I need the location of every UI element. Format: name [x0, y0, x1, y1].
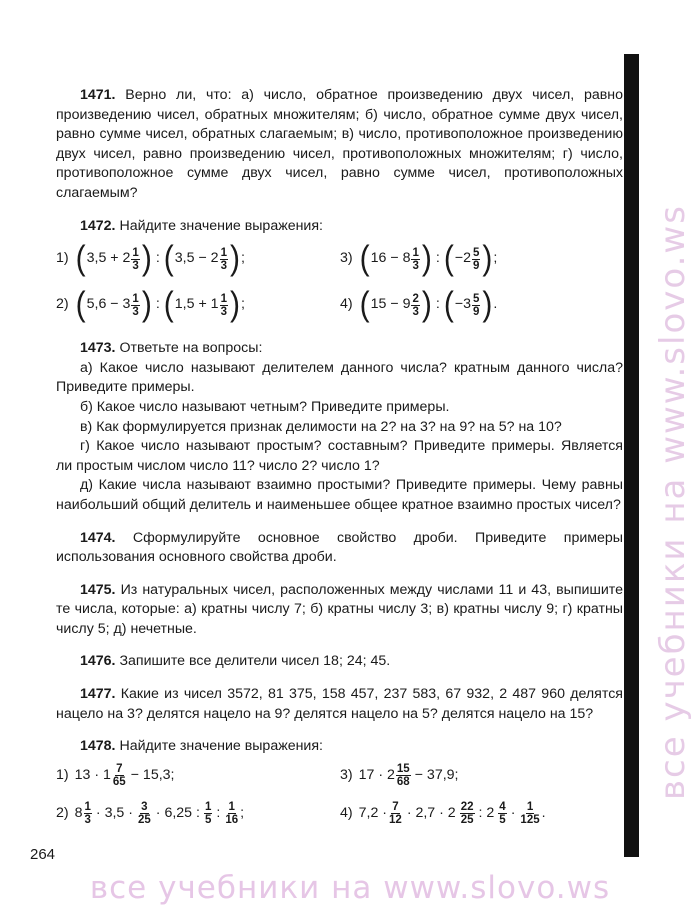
fraction: $\frac{5}{9}$ [473, 246, 480, 272]
task-number: 1475. [80, 581, 116, 598]
question-e: д) Какие числа называют взаимно простыми? Приведите примеры. Чему равны наибольший общий делитель и наименьшее общее кратное взаимно простых чисел? [56, 477, 623, 513]
task-1477 [56, 685, 623, 724]
expr-part: 16 − 8 [370, 250, 411, 267]
fraction: $\frac{4}{5}$ [499, 801, 506, 827]
task-number: 1478. [80, 738, 116, 755]
side-watermark [655, 120, 691, 800]
expr-part: 3,5 + 2 [86, 250, 131, 267]
task-text: Сформулируйте основное свойство дроби. Приведите примеры использования основного свойства дроби. [56, 529, 623, 566]
expression-1: 1) ( 3,5 + 2 $\frac{1}{3}$ ) : ( 3,5 − 2 $\frac{1}{3}$ ) ; [56, 239, 245, 278]
task-1475 [56, 581, 623, 640]
fraction: $\frac{22}{25}$ [460, 801, 474, 827]
fraction: $\frac{15}{68}$ [396, 763, 410, 789]
fraction: $\frac{1}{3}$ [132, 292, 139, 318]
fraction: $\frac{1}{3}$ [220, 246, 227, 272]
expr-label: 4) [340, 805, 353, 822]
operator: : [435, 250, 440, 267]
fraction: $\frac{1}{125}$ [520, 801, 540, 827]
expression-row [56, 238, 623, 280]
expression-2: 2) ( 5,6 − 3 $\frac{1}{3}$ ) : ( 1,5 + 1 $\frac{1}{3}$ ) ; [56, 285, 245, 324]
expression-1: 1) 13 · 1 $\frac{7}{65}$ − 15,3; [56, 763, 175, 789]
page-edge-bar [624, 54, 639, 857]
task-text: Из натуральных чисел, расположенных между числами 11 и 43, выпишите те числа, которые: а) кратны числу 7; б) кратны числу 3; в) кратны числу 9; г) кратны числу 5; д) нечетные. [56, 581, 623, 637]
expr-label: 1) [56, 767, 69, 784]
task-1472 [56, 217, 623, 327]
textbook-page [56, 86, 623, 844]
fraction: $\frac{2}{3}$ [412, 292, 419, 318]
operator: : [155, 296, 160, 313]
expr-part: 5,6 − 3 [86, 296, 131, 313]
expr-part: 1,5 + 1 [174, 296, 219, 313]
side-watermark-text: все учебники на www.slovo.ws [653, 204, 693, 800]
task-1474 [56, 529, 623, 568]
expression-row [56, 759, 623, 793]
task-1476 [56, 652, 623, 672]
task-number: 1476. [80, 653, 116, 670]
question-a: а) Какое число называют делителем данного числа? кратным данного числа? Приведите примеры. [56, 359, 623, 396]
task-text: Найдите значение выражения: [119, 738, 323, 755]
page-number: 264 [30, 846, 56, 863]
task-text: Найдите значение выражения: [119, 217, 323, 234]
fraction: $\frac{3}{25}$ [137, 801, 151, 827]
task-1473 [56, 339, 623, 515]
fraction: $\frac{5}{9}$ [473, 292, 480, 318]
fraction: $\frac{1}{5}$ [204, 801, 212, 827]
task-number: 1472. [80, 217, 116, 234]
task-text: Запишите все делители чисел 18; 24; 45. [119, 653, 391, 670]
fraction: $\frac{1}{3}$ [220, 292, 227, 318]
expression-4: 4) ( 15 − 9 $\frac{2}{3}$ ) : ( −3 $\frac{5}{9}$ ) . [340, 285, 498, 324]
expr-label: 2) [56, 805, 69, 822]
expr-label: 2) [56, 296, 69, 313]
expr-part: 15 − 9 [370, 296, 411, 313]
expr-label: 1) [56, 250, 69, 267]
expr-part: −2 [454, 250, 472, 267]
task-number: 1473. [80, 340, 116, 357]
operator: : [435, 296, 440, 313]
task-number: 1474. [80, 529, 116, 546]
expr-part: −3 [454, 296, 472, 313]
question-c: в) Как формулируется признак делимости на 2? на 3? на 9? на 5? на 10? [80, 418, 562, 435]
expression-row [56, 797, 623, 831]
task-1478 [56, 737, 623, 831]
fraction: $\frac{1}{3}$ [84, 801, 91, 827]
fraction: $\frac{1}{3}$ [412, 246, 419, 272]
bottom-watermark: все учебники на www.slovo.ws [89, 870, 611, 906]
expr-label: 3) [340, 250, 353, 267]
task-text: Верно ли, что: а) число, обратное произведению двух чисел, равно произведению чисел, обратных множителям; б) число, обратное сумме двух чисел, равно сумме чисел, обратных слагаемым; в) число, противоположное произведению двух чисел, равно произведению чисел, противоположных множителям; г) число, противоположное сумме двух чисел, равно сумме чисел, противоположных слагаемым? [56, 87, 623, 201]
expression-row [56, 284, 623, 326]
expression-3: 3) ( 16 − 8 $\frac{1}{3}$ ) : ( −2 $\frac{5}{9}$ ) ; [340, 239, 498, 278]
task-1471 [56, 86, 623, 204]
question-b: б) Какое число называют четным? Приведите примеры. [80, 398, 450, 415]
task-number: 1471. [80, 87, 116, 103]
fraction: $\frac{7}{65}$ [112, 763, 126, 789]
expression-3: 3) 17 · 2 $\frac{15}{68}$ − 37,9; [340, 763, 459, 789]
fraction: $\frac{1}{3}$ [132, 246, 139, 272]
expression-2: 2) 8 $\frac{1}{3}$ · 3,5 · $\frac{3}{25}$ · 6,25 : $\frac{1}{5}$ : $\frac{1}{16}$ ; [56, 801, 245, 827]
expr-label: 4) [340, 296, 353, 313]
task-text: Ответьте на вопросы: [119, 340, 263, 357]
expr-part: 3,5 − 2 [174, 250, 219, 267]
expression-4: 4) 7,2 · $\frac{7}{12}$ · 2,7 · 2 $\frac{22}{25}$ : 2 $\frac{4}{5}$ · $\frac{1}{125}$ . [340, 801, 546, 827]
expr-label: 3) [340, 767, 353, 784]
task-number: 1477. [80, 686, 116, 703]
fraction: $\frac{1}{16}$ [225, 801, 239, 827]
question-d: г) Какое число называют простым? составным? Приведите примеры. Является ли простым числом число 11? число 2? число 1? [56, 438, 623, 474]
fraction: $\frac{7}{12}$ [389, 801, 402, 827]
operator: : [155, 250, 160, 267]
task-text: Какие из чисел 3572, 81 375, 158 457, 237 583, 67 932, 2 487 960 делятся нацело на 3? делятся нацело на 9? делятся нацело на 5? делятся нацело на 15? [56, 686, 623, 722]
